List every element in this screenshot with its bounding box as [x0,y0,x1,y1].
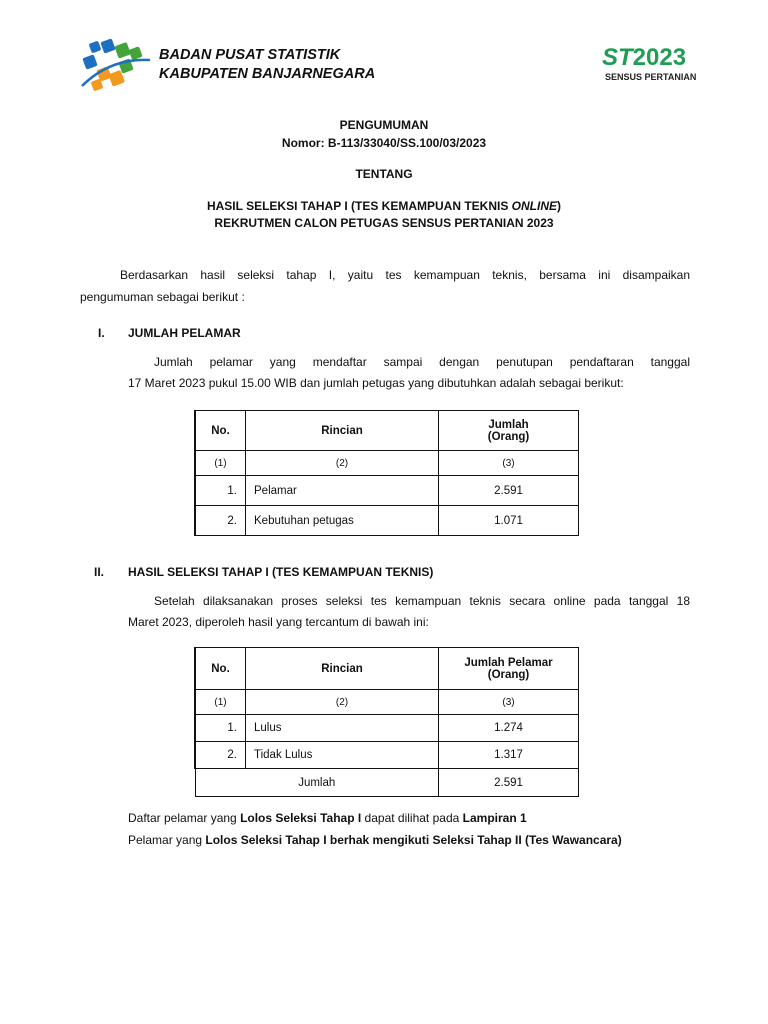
header-rincian: Rincian [246,411,439,451]
row-label: Pelamar [246,476,439,506]
section-1-para-line-1: Jumlah pelamar yang mendaftar sampai dengan penutupan pendaftaran tanggal [154,355,690,369]
table-colnum-row [195,451,579,476]
note-line-1 [128,811,527,825]
section-2-number: II. [94,565,105,579]
announcement-number: Nomor: B-113/33040/SS.100/03/2023 [281,136,487,150]
table-colnum-row [195,690,579,715]
note-1-text-b: dapat dilihat pada [361,811,463,825]
row-label: Lulus [246,715,439,742]
subject-line-1-text: HASIL SELEKSI TAHAP I (TES KEMAMPUAN TEKNIS [206,199,512,213]
colnum-3: (3) [439,451,579,476]
announcement-about: TENTANG [355,167,413,181]
header-rincian: Rincian [246,648,439,690]
section-2-para-line-2: Maret 2023, diperoleh hasil yang tercantum di bawah ini: [128,615,429,629]
note-1-text-a: Daftar pelamar yang [128,811,241,825]
row-no: 2. [195,742,246,769]
header-jumlah-line-1: Jumlah Pelamar [464,656,553,669]
section-1-title: JUMLAH PELAMAR [128,326,241,340]
note-2-bold: Lolos Seleksi Tahap I berhak mengikuti Seleksi Tahap II (Tes Wawancara) [205,833,622,847]
table-header-row [195,648,579,690]
subject-line-1 [0,199,768,213]
section-2-title: HASIL SELEKSI TAHAP I (TES KEMAMPUAN TEKNIS) [128,565,434,579]
note-1-bold-a: Lolos Seleksi Tahap I [240,811,362,825]
header-no: No. [195,411,246,451]
table-row [195,476,579,506]
total-label: Jumlah [195,769,439,797]
applicant-count-table [194,410,579,536]
subject-line-1-italic: ONLINE [511,199,558,213]
row-value: 1.317 [439,742,579,769]
colnum-1: (1) [195,451,246,476]
note-1-bold-b: Lampiran 1 [462,811,527,825]
org-line-1: BADAN PUSAT STATISTIK [159,47,341,63]
organization-name [159,46,375,84]
colnum-1: (1) [195,690,246,715]
st-logo-year: 2023 [632,44,687,71]
total-value: 2.591 [439,769,579,797]
row-no: 1. [195,476,246,506]
note-2-text: Pelamar yang [128,833,206,847]
row-no: 2. [195,506,246,536]
header-jumlah-pelamar [439,648,579,690]
row-label: Kebutuhan petugas [246,506,439,536]
table-row [195,715,579,742]
header-jumlah-line-2: (Orang) [487,668,530,681]
header-jumlah [439,411,579,451]
row-no: 1. [195,715,246,742]
st-logo-subtitle: SENSUS PERTANIAN [605,72,697,82]
table-header-row [195,411,579,451]
colnum-2: (2) [246,690,439,715]
header-jumlah-line-1: Jumlah [488,418,529,431]
row-label: Tidak Lulus [246,742,439,769]
intro-line-2: pengumuman sebagai berikut : [80,290,245,304]
header-no: No. [195,648,246,690]
sensus-pertanian-logo [602,44,714,86]
header-jumlah-line-2: (Orang) [487,430,530,443]
st-logo-st: ST [602,44,633,71]
org-line-2: KABUPATEN BANJARNEGARA [159,66,376,82]
intro-line-1: Berdasarkan hasil seleksi tahap I, yaitu tes kemampuan teknis, bersama ini disampaikan [120,268,690,282]
subject-line-2: REKRUTMEN CALON PETUGAS SENSUS PERTANIAN 2023 [214,216,554,230]
section-1-number: I. [98,326,105,340]
row-value: 2.591 [439,476,579,506]
announcement-heading: PENGUMUMAN [339,118,429,132]
colnum-2: (2) [246,451,439,476]
note-line-2 [128,833,622,847]
row-value: 1.071 [439,506,579,536]
table-row [195,506,579,536]
section-1-para-line-2: 17 Maret 2023 pukul 15.00 WIB dan jumlah petugas yang dibutuhkan adalah sebagai berikut: [128,376,624,390]
table-total-row [195,769,579,797]
row-value: 1.274 [439,715,579,742]
selection-result-table [194,647,579,797]
colnum-3: (3) [439,690,579,715]
bps-logo-icon [80,38,152,94]
section-2-para-line-1: Setelah dilaksanakan proses seleksi tes kemampuan teknis secara online pada tanggal 18 [154,594,690,608]
table-row [195,742,579,769]
subject-line-1-close: ) [557,199,562,213]
